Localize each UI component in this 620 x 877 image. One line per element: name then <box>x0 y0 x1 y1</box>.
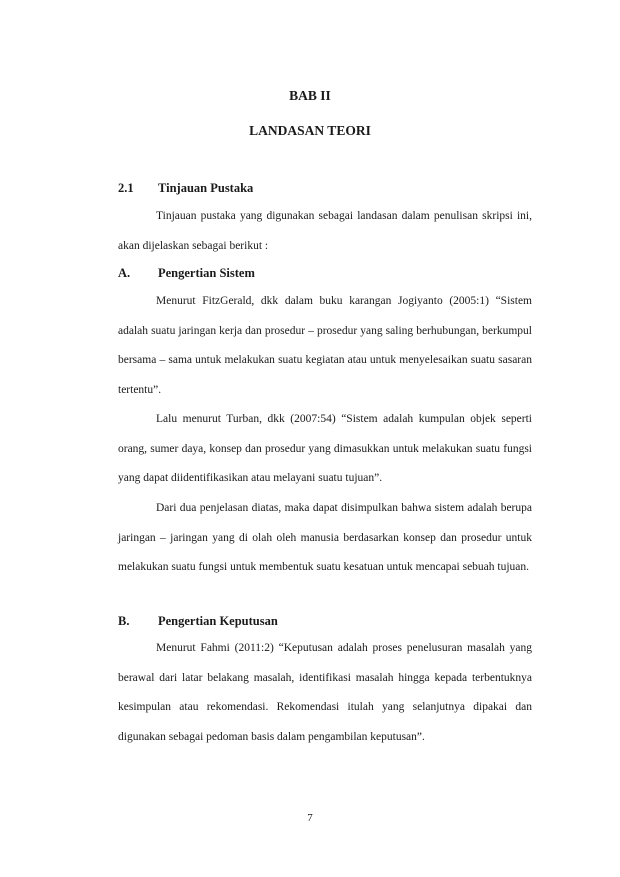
section-number: 2.1 <box>118 181 134 195</box>
subsection-a-title: Pengertian Sistem <box>158 266 255 280</box>
section-intro-paragraph: Tinjauan pustaka yang digunakan sebagai landasan dalam penulisan skripsi ini, akan dijelaskan sebagai berikut : <box>118 210 532 252</box>
sistem-paragraph-3: Dari dua penjelasan diatas, maka dapat disimpulkan bahwa sistem adalah berupa jaringan – jaringan yang di olah oleh manusia berdasarkan konsep dan prosedur untuk melakukan suatu fungsi untuk membentuk suatu kesatuan untuk mencapai sebuah tujuan. <box>118 502 532 574</box>
subsection-b-letter: B. <box>118 614 130 628</box>
keputusan-paragraph-1: Menurut Fahmi (2011:2) “Keputusan adalah proses penelusuran masalah yang berawal dari latar belakang masalah, identifikasi masalah hingga kepada terbentuknya kesimpulan atau rekomendasi. Rekomendasi itulah yang selanjutnya dipakai dan digunakan sebagai pedoman basis dalam pengambilan keputusan”. <box>118 642 532 743</box>
sistem-paragraph-2: Lalu menurut Turban, dkk (2007:54) “Sistem adalah kumpulan objek seperti orang, sumer daya, konsep dan prosedur yang dimasukkan untuk melakukan suatu fungsi yang dapat diidentifikasikan atau melayani suatu tujuan”. <box>118 413 532 485</box>
sistem-paragraph-1: Menurut FitzGerald, dkk dalam buku karangan Jogiyanto (2005:1) “Sistem adalah suatu jaringan kerja dan prosedur – prosedur yang saling berhubungan, berkumpul bersama – sama untuk melakukan suatu kegiatan atau untuk menyelesaikan suatu sasaran tertentu”. <box>118 295 532 396</box>
section-heading <box>118 181 253 196</box>
chapter-label: BAB II <box>289 88 331 103</box>
section-title: Tinjauan Pustaka <box>158 181 254 195</box>
subsection-b-heading <box>118 614 278 629</box>
page-number: 7 <box>307 812 313 824</box>
subsection-a-heading <box>118 266 255 281</box>
subsection-a-letter: A. <box>118 266 131 280</box>
chapter-title: LANDASAN TEORI <box>249 123 371 138</box>
subsection-b-title: Pengertian Keputusan <box>158 614 278 628</box>
